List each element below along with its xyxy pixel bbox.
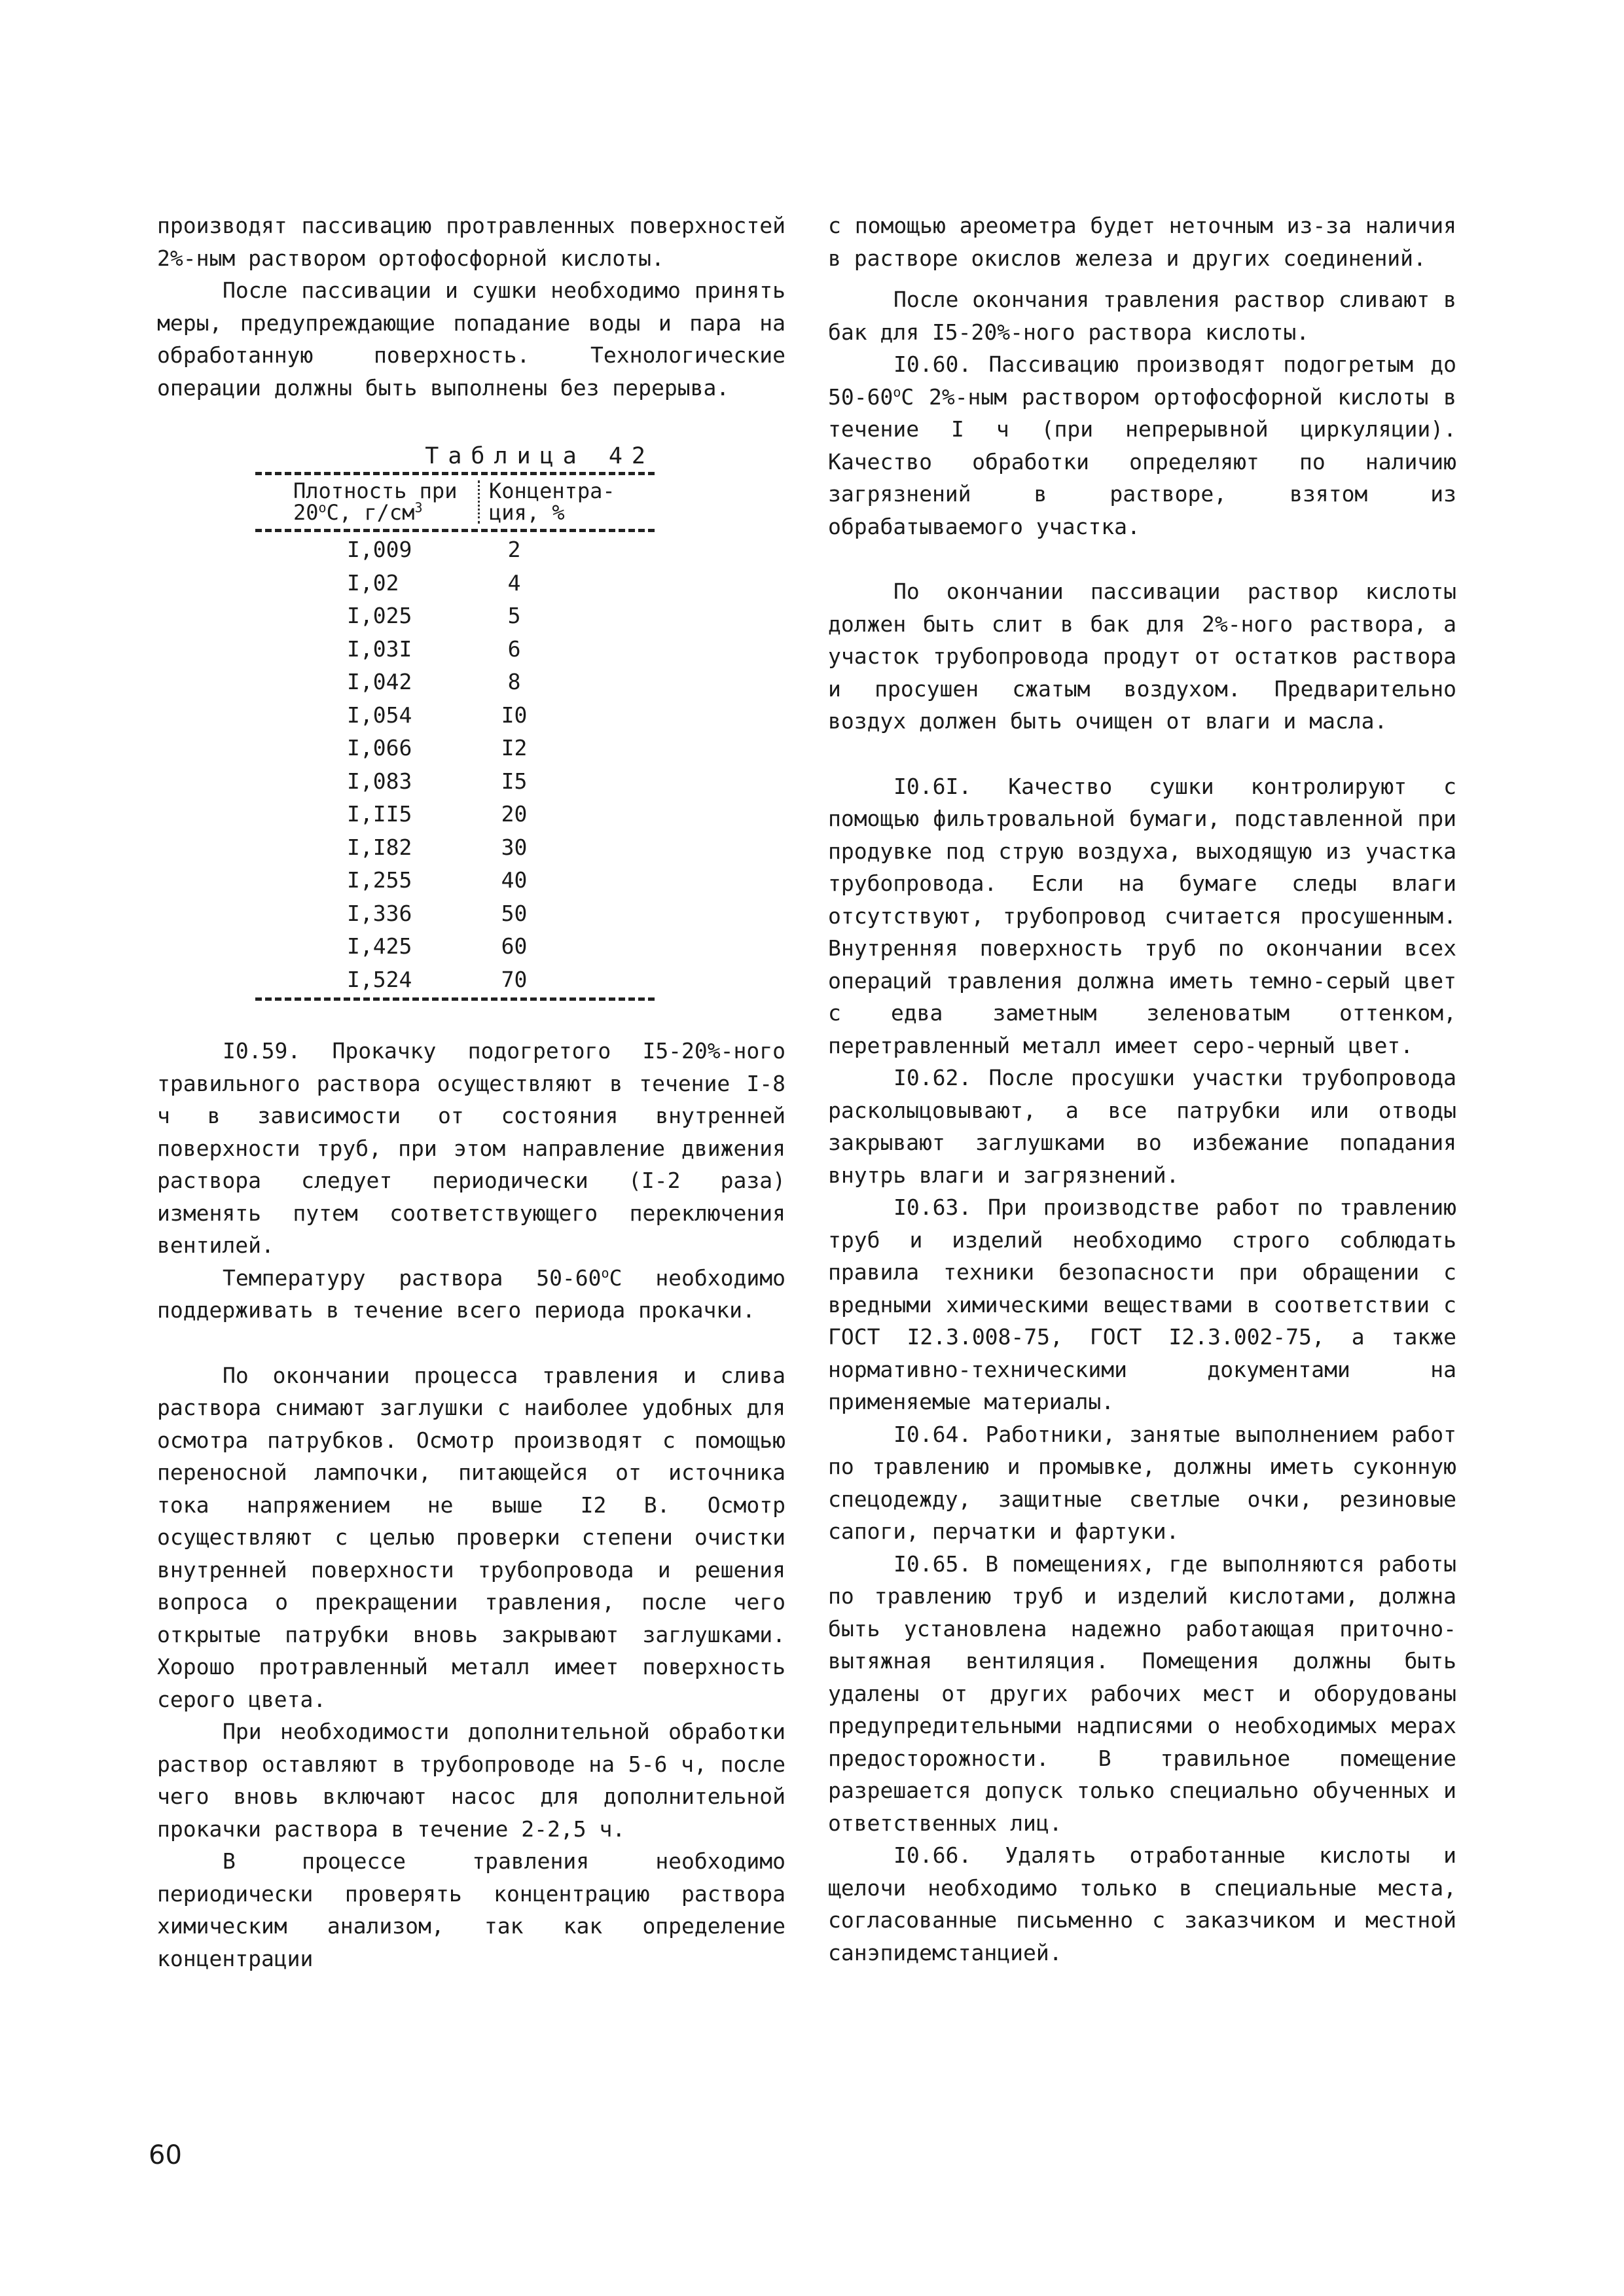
- left-paragraph-additional: При необходимости дополнительной обработки раствор оставляют в трубопроводе на 5-6 ч, после чего вновь включают насос для дополнительной прокачки раствора в течение 2-2,5 ч.: [157, 1719, 785, 1842]
- concentration-cell: 20: [501, 801, 528, 827]
- header-density-line2: $20^оС$, $г/см^3$: [293, 499, 423, 525]
- density-table: [255, 443, 655, 1001]
- concentration-cell: 4: [507, 569, 521, 596]
- left-paragraph-temperature: Температуру раствора $50-60^оС$ необходимо поддерживать в течение всего периода прокачки.: [157, 1265, 785, 1323]
- table-row: [255, 864, 655, 897]
- left-paragraph-2: После пассивации и сушки необходимо принять меры, предупреждающие попадание воды и пара на обработанную поверхность. Технологические операции должны быть выполнены без перерыва.: [157, 278, 785, 401]
- density-cell: I,009: [347, 537, 412, 562]
- density-cell: I,336: [347, 900, 412, 926]
- concentration-cell: I0: [501, 702, 528, 728]
- table-row: [255, 699, 655, 732]
- density-cell: I,II5: [347, 801, 412, 827]
- density-cell: I,I82: [347, 834, 412, 860]
- density-cell: I,02: [347, 569, 399, 596]
- right-paragraph-10-60: I0.60. Пассивацию производят подогретым до $50-60^оС$ 2%-ным раствором ортофосфорной кислоты в течение I ч (при непрерывной циркуляции). Качество обработки определяют по наличию загрязнений в растворе, взятом из обрабатываемого участка.: [828, 351, 1456, 539]
- table-header: [255, 476, 655, 528]
- right-paragraph-passivation-end: По окончании пассивации раствор кислоты должен быть слит в бак для 2%-ного раствора, а участок трубопровода продут от остатков раствора и просушен сжатым воздухом. Предварительно воздух должен быть очищен от влаги и масла.: [828, 579, 1456, 734]
- table-body: [255, 533, 655, 996]
- right-paragraph-2: После окончания травления раствор сливают в бак для I5-20%-ного раствора кислоты.: [828, 287, 1456, 345]
- table-top-rule: [255, 472, 655, 475]
- concentration-cell: 30: [501, 834, 528, 860]
- density-cell: I,025: [347, 603, 412, 628]
- concentration-cell: 50: [501, 900, 528, 926]
- left-column: [157, 209, 785, 1975]
- concentration-cell: I5: [501, 768, 528, 794]
- concentration-cell: 2: [507, 537, 521, 562]
- left-paragraph-inspection: По окончании процесса травления и слива раствора снимают заглушки с наиболее удобных для осмотра патрубков. Осмотр производят с помощью переносной лампочки, питающейся от источника тока напряжением не выше I2 В. Осмотр осуществляют с целью проверки степени очистки внутренней поверхности трубопровода и решения вопроса о прекращении травления, после чего открытые патрубки вновь закрывают заглушками. Хорошо протравленный металл имеет поверхность серого цвета.: [157, 1362, 785, 1712]
- density-cell: I,042: [347, 669, 412, 694]
- density-cell: I,066: [347, 735, 412, 761]
- table-row: [255, 732, 655, 765]
- concentration-cell: 5: [507, 603, 521, 628]
- left-paragraph-1: производят пассивацию протравленных поверхностей 2%-ным раствором ортофосфорной кислоты.: [157, 213, 785, 271]
- table-row: [255, 963, 655, 997]
- table-row: [255, 567, 655, 600]
- right-paragraph-10-62: I0.62. После просушки участки трубопровода расколыцовывают, а все патрубки или отводы закрывают заглушками во избежание попадания внутрь влаги и загрязнений.: [828, 1065, 1456, 1188]
- table-row: [255, 666, 655, 699]
- table-row: [255, 633, 655, 666]
- density-cell: I,083: [347, 768, 412, 794]
- right-paragraph-1: с помощью ареометра будет неточным из-за наличия в растворе окислов железа и других соединений.: [828, 213, 1456, 271]
- header-concentration: [478, 480, 655, 524]
- right-column: [828, 209, 1456, 1969]
- right-paragraph-10-65: I0.65. В помещениях, где выполняются работы по травлению труб и изделий кислотами, должна быть установлена надежно работающая приточно-вытяжная вентиляция. Помещения должны быть удалены от других рабочих мест и оборудованы предупредительными надписями о необходимых мерах предосторожности. В травильное помещение разрешается допуск только специально обученных и ответственных лиц.: [828, 1551, 1456, 1836]
- concentration-cell: 8: [507, 669, 521, 694]
- concentration-cell: 70: [501, 966, 528, 992]
- table-header-rule: [255, 529, 655, 532]
- density-cell: I,054: [347, 702, 412, 728]
- header-density: [255, 480, 478, 524]
- right-paragraph-10-66: I0.66. Удалять отработанные кислоты и щелочи необходимо только в специальные места, согласованные письменно с заказчиком и местной санэпидемстанцией.: [828, 1842, 1456, 1965]
- table-bottom-rule: [255, 997, 655, 1001]
- header-conc-line2: ция, %: [489, 500, 565, 525]
- header-density-line1: Плотность при: [293, 478, 458, 503]
- page-number: 60: [149, 2140, 182, 2170]
- concentration-cell: 60: [501, 933, 528, 959]
- right-paragraph-10-63: I0.63. При производстве работ по травлению труб и изделий необходимо строго соблюдать правила техники безопасности при обращении с вредными химическими веществами в соответствии с ГОСТ I2.3.008-75, ГОСТ I2.3.002-75, а также нормативно-техническими документами на применяемые материалы.: [828, 1194, 1456, 1414]
- concentration-cell: I2: [501, 735, 528, 761]
- table-row: [255, 600, 655, 633]
- table-row: [255, 897, 655, 931]
- table-row: [255, 930, 655, 963]
- concentration-cell: 6: [507, 636, 521, 662]
- concentration-cell: 40: [501, 867, 528, 893]
- density-cell: I,255: [347, 867, 412, 893]
- table-row: [255, 798, 655, 831]
- table-caption: Таблица 42: [425, 443, 655, 469]
- left-paragraph-concentration: В процессе травления необходимо периодически проверять концентрацию раствора химическим анализом, так как определение концентрации: [157, 1848, 785, 1971]
- right-paragraph-10-64: I0.64. Работники, занятые выполнением работ по травлению и промывке, должны иметь суконную спецодежду, защитные светлые очки, резиновые сапоги, перчатки и фартуки.: [828, 1421, 1456, 1544]
- right-paragraph-10-61: I0.6I. Качество сушки контролируют с помощью фильтровальной бумаги, подставленной при продувке под струю воздуха, выходящую из участка трубопровода. Если на бумаге следы влаги отсутствуют, трубопровод считается просушенным. Внутренняя поверхность труб по окончании всех операций травления должна иметь темно-серый цвет с едва заметным зеленоватым оттенком, перетравленный металл имеет серо-черный цвет.: [828, 773, 1456, 1058]
- density-cell: I,425: [347, 933, 412, 959]
- table-row: [255, 533, 655, 567]
- table-row: [255, 831, 655, 865]
- header-conc-line1: Концентра-: [489, 478, 615, 503]
- density-cell: I,03I: [347, 636, 412, 662]
- left-paragraph-10-59: I0.59. Прокачку подогретого I5-20%-ного травильного раствора осуществляют в течение I-8 ч в зависимости от состояния внутренней поверхности труб, при этом направление движения раствора следует периодически (I-2 раза) изменять путем соответствующего переключения вентилей.: [157, 1038, 785, 1258]
- density-cell: I,524: [347, 966, 412, 992]
- table-row: [255, 765, 655, 798]
